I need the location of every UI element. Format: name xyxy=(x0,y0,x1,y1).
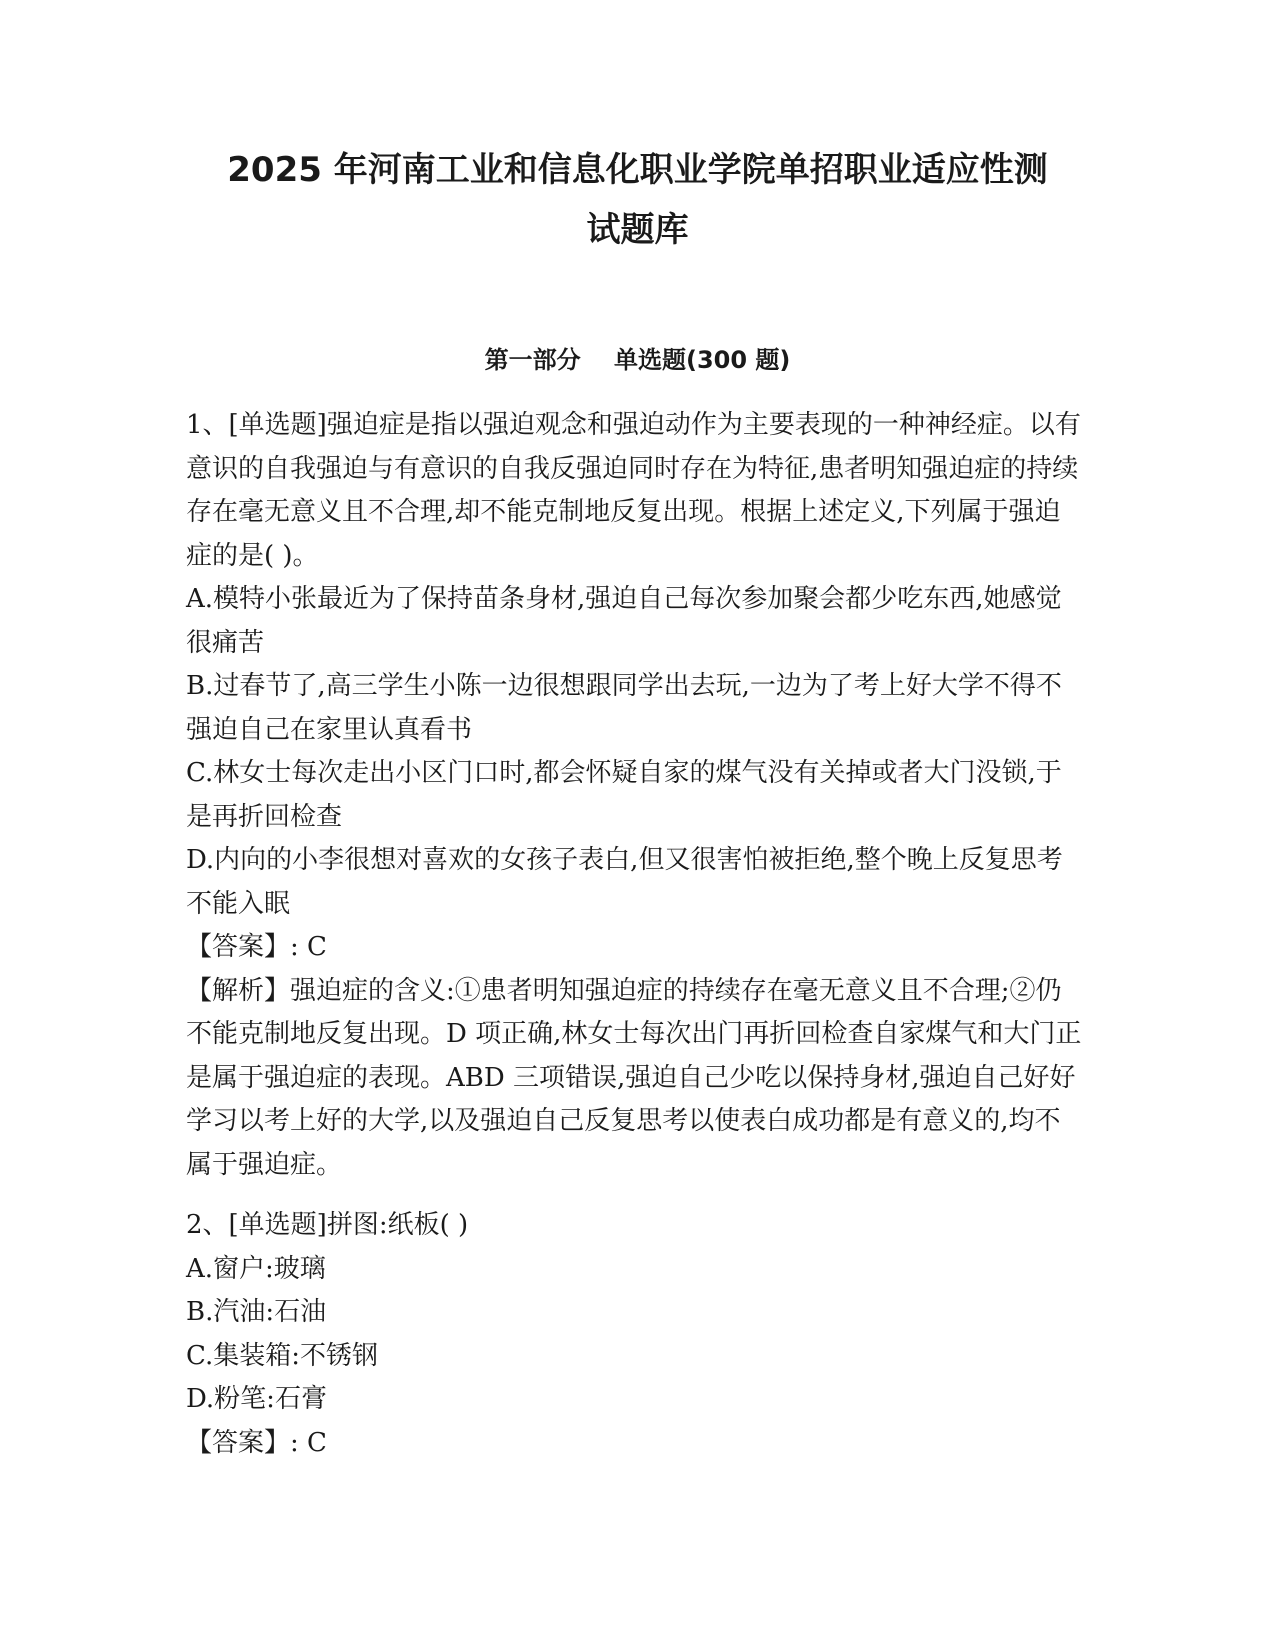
analysis-label: 【解析】 xyxy=(186,975,291,1006)
section-heading: 第一部分 单选题(300 题) xyxy=(484,346,791,374)
question-list xyxy=(186,404,1086,1465)
answer-line xyxy=(186,926,1086,970)
option-b: B.过春节了,高三学生小陈一边很想跟同学出去玩,一边为了考上好大学不得不强迫自己在家里认真看书 xyxy=(186,671,1062,745)
option-c: C.林女士每次走出小区门口时,都会怀疑自家的煤气没有关掉或者大门没锁,于是再折回检查 xyxy=(186,758,1062,832)
title-line-2: 试题库 xyxy=(586,210,689,250)
option-b: B.汽油:石油 xyxy=(186,1297,327,1327)
answer-value: C xyxy=(307,932,327,962)
answer-line xyxy=(186,1422,1086,1466)
question-2 xyxy=(186,1204,1086,1465)
option-a: A.窗户:玻璃 xyxy=(186,1253,326,1284)
answer-label: 【答案】: xyxy=(186,1427,299,1458)
analysis-text: 强迫症的含义:①患者明知强迫症的持续存在毫无意义且不合理;②仍不能克制地反复出现。D 项正确,林女士每次出门再折回检查自家煤气和大门正是属于强迫症的表现。ABD 三项错误,强迫自己少吃以保持身材,强迫自己好好学习以考上好的大学,以及强迫自己反复思考以使表白成功都是有意义的,均不属于强迫症。 xyxy=(186,975,1082,1180)
option-d: D.粉笔:石膏 xyxy=(186,1384,327,1414)
answer-value: C xyxy=(307,1427,327,1458)
question-stem: 2、[单选题]拼图:纸板( ) xyxy=(186,1210,469,1240)
document-title xyxy=(150,140,1125,260)
option-d: D.内向的小李很想对喜欢的女孩子表白,但又很害怕被拒绝,整个晚上反复思考不能入眠 xyxy=(186,845,1063,919)
option-a: A.模特小张最近为了保持苗条身材,强迫自己每次参加聚会都少吃东西,她感觉很痛苦 xyxy=(186,584,1062,658)
question-1 xyxy=(186,404,1086,1187)
title-line-1: 2025 年河南工业和信息化职业学院单招职业适应性测 xyxy=(227,150,1048,190)
analysis-paragraph xyxy=(186,970,1086,1188)
answer-label: 【答案】: xyxy=(186,932,299,962)
question-stem: 1、[单选题]强迫症是指以强迫观念和强迫动作为主要表现的一种神经症。以有意识的自我强迫与有意识的自我反强迫同时存在为特征,患者明知强迫症的持续存在毫无意义且不合理,却不能克制地反复出现。根据上述定义,下列属于强迫症的是( )。 xyxy=(186,410,1081,571)
option-c: C.集装箱:不锈钢 xyxy=(186,1340,378,1371)
